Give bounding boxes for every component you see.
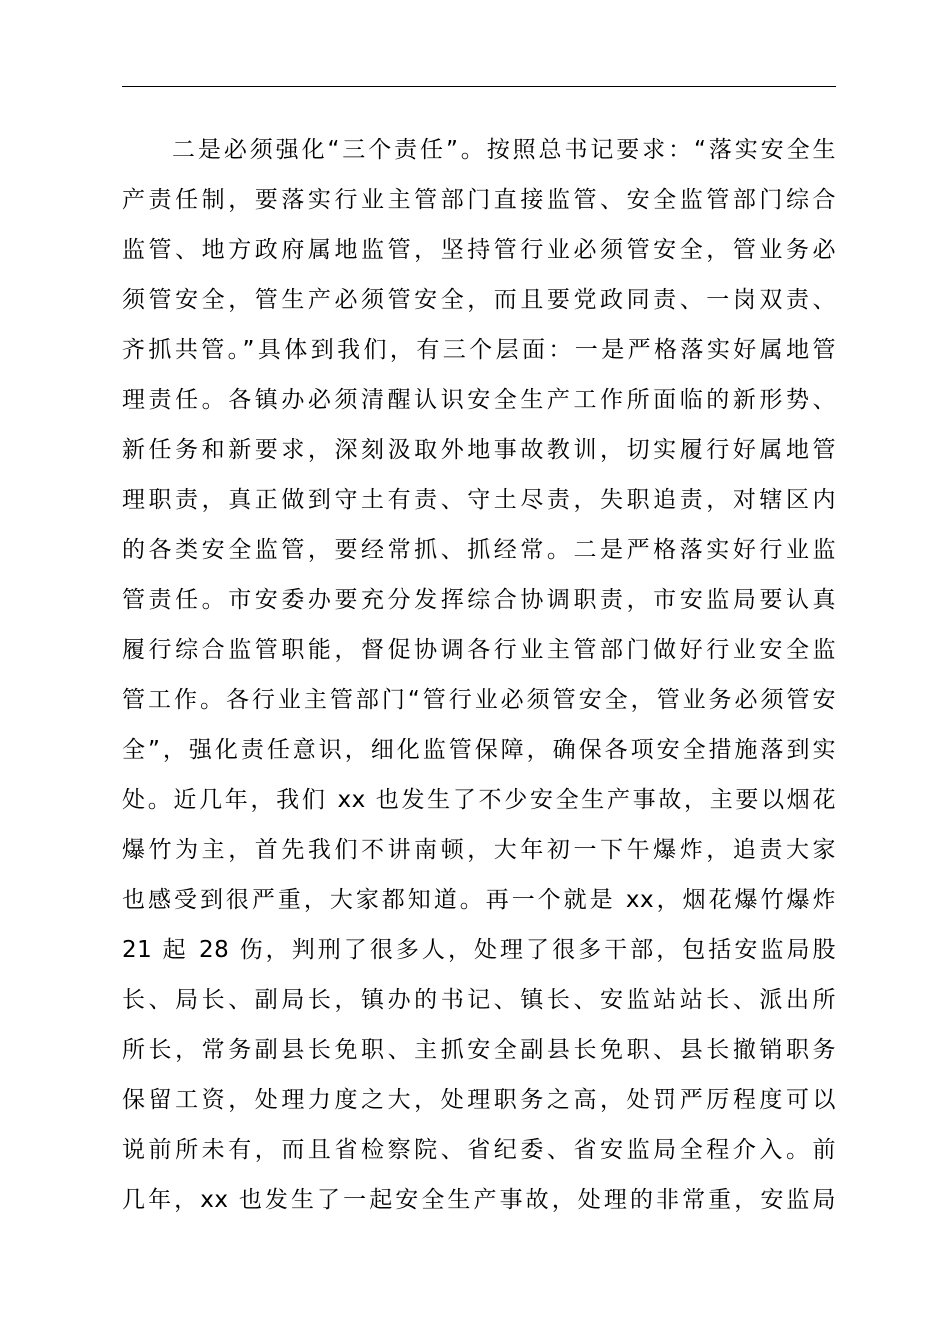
text-line: 也感受到很严重，大家都知道。再一个就是 xx，烟花爆竹爆炸 (122, 887, 836, 913)
text-line: 管工作。各行业主管部门“管行业必须管安全，管业务必须管安 (122, 687, 836, 713)
text-line: 所长，常务副县长免职、主抓安全副县长免职、县长撤销职务 (122, 1037, 836, 1063)
text-line: 的各类安全监管，要经常抓、抓经常。二是严格落实好行业监 (122, 537, 836, 563)
text-line: 长、局长、副局长，镇办的书记、镇长、安监站站长、派出所 (122, 987, 836, 1013)
text-line: 新任务和新要求，深刻汲取外地事故教训，切实履行好属地管 (122, 437, 836, 463)
text-line: 管责任。市安委办要充分发挥综合协调职责，市安监局要认真 (122, 587, 836, 613)
text-line: 处。近几年，我们 xx 也发生了不少安全生产事故，主要以烟花 (122, 787, 836, 813)
text-line: 齐抓共管。”具体到我们，有三个层面：一是严格落实好属地管 (122, 337, 836, 363)
text-line: 二是必须强化“三个责任”。按照总书记要求：“落实安全生 (172, 137, 836, 163)
text-line: 理责任。各镇办必须清醒认识安全生产工作所面临的新形势、 (122, 387, 836, 413)
body-paragraph (122, 125, 836, 1225)
text-line: 产责任制，要落实行业主管部门直接监管、安全监管部门综合 (122, 187, 836, 213)
text-line: 须管安全，管生产必须管安全，而且要党政同责、一岗双责、 (122, 287, 836, 313)
text-line: 几年，xx 也发生了一起安全生产事故，处理的非常重，安监局 (122, 1187, 836, 1213)
text-line: 说前所未有，而且省检察院、省纪委、省安监局全程介入。前 (122, 1137, 836, 1163)
text-line: 保留工资，处理力度之大，处理职务之高，处罚严厉程度可以 (122, 1087, 836, 1113)
text-line: 理职责，真正做到守土有责、守土尽责，失职追责，对辖区内 (122, 487, 836, 513)
text-line: 履行综合监管职能，督促协调各行业主管部门做好行业安全监 (122, 637, 836, 663)
text-line: 全”，强化责任意识，细化监管保障，确保各项安全措施落到实 (122, 737, 836, 763)
text-line: 监管、地方政府属地监管，坚持管行业必须管安全，管业务必 (122, 237, 836, 263)
header-rule (122, 86, 836, 87)
text-line: 21 起 28 伤，判刑了很多人，处理了很多干部，包括安监局股 (122, 937, 836, 963)
text-line: 爆竹为主，首先我们不讲南顿，大年初一下午爆炸，追责大家 (122, 837, 836, 863)
